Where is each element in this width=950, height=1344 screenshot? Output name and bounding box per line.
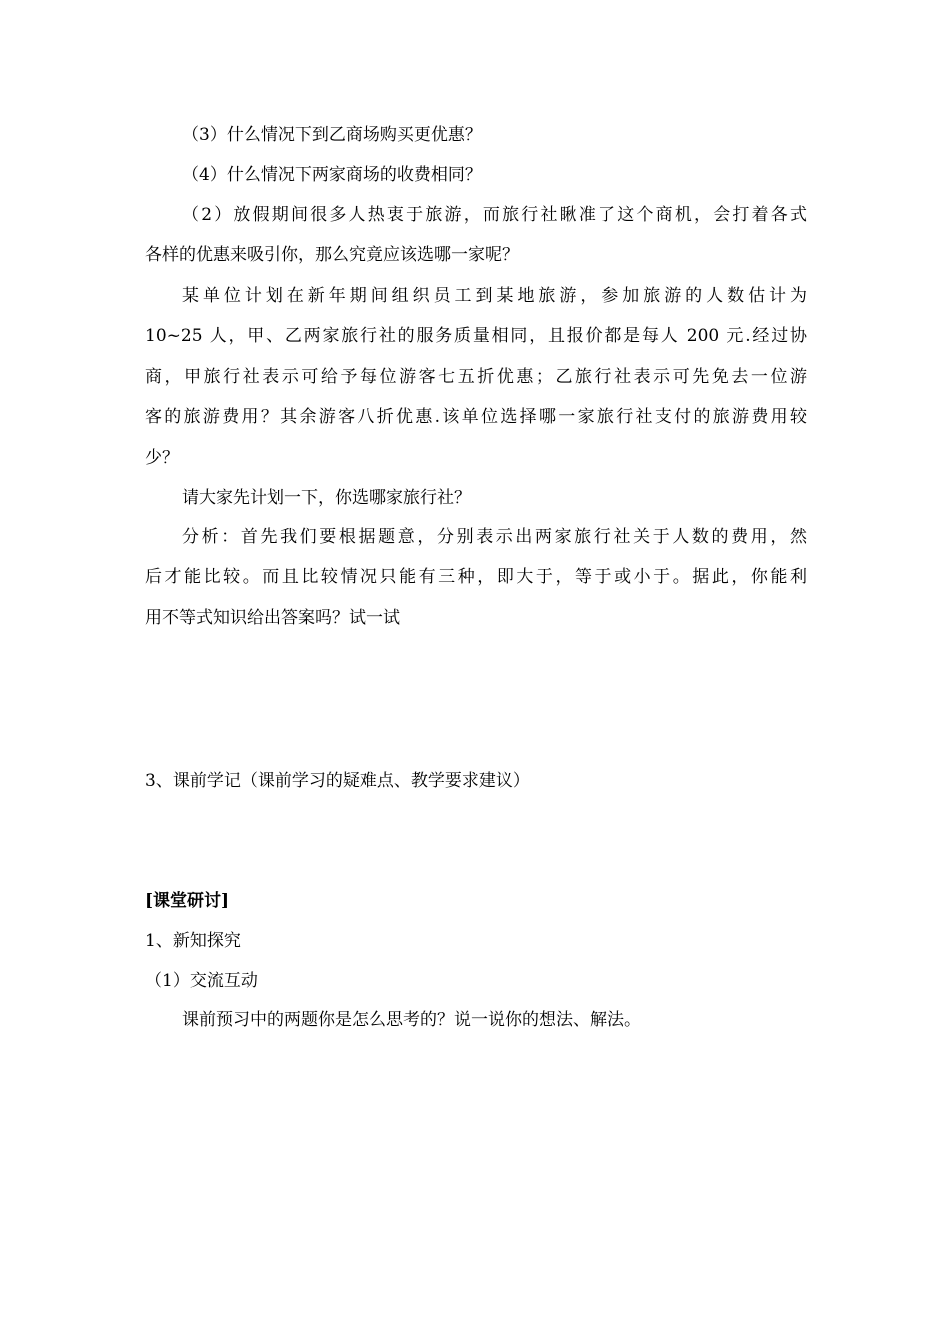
exchange-heading: （1）交流互动 — [145, 971, 258, 991]
question-4: （4）什么情况下两家商场的收费相同？ — [182, 165, 482, 185]
analysis-line-1: 分析：首先我们要根据题意，分别表示出两家旅行社关于人数的费用，然 — [182, 527, 807, 547]
problem-line-5: 少？ — [145, 448, 179, 468]
problem-line-1: 某单位计划在新年期间组织员工到某地旅游，参加旅游的人数估计为 — [182, 286, 807, 306]
analysis-line-3: 用不等式知识给出答案吗？试一试 — [145, 608, 400, 628]
paragraph-2-line-1: （2）放假期间很多人热衷于旅游，而旅行社瞅准了这个商机，会打着各式 — [182, 205, 807, 225]
plan-prompt: 请大家先计划一下，你选哪家旅行社？ — [182, 488, 471, 508]
new-knowledge-heading: 1、新知探究 — [145, 931, 241, 951]
section-3-heading: 3、课前学记（课前学习的疑难点、教学要求建议） — [145, 771, 530, 791]
problem-line-4: 客的旅游费用？其余游客八折优惠.该单位选择哪一家旅行社支付的旅游费用较 — [145, 407, 807, 427]
analysis-line-2: 后才能比较。而且比较情况只能有三种，即大于，等于或小于。据此，你能利 — [145, 567, 807, 587]
paragraph-2-line-2: 各样的优惠来吸引你，那么究竟应该选哪一家呢？ — [145, 245, 519, 265]
question-3: （3）什么情况下到乙商场购买更优惠？ — [182, 125, 482, 145]
exchange-prompt: 课前预习中的两题你是怎么思考的？说一说你的想法、解法。 — [182, 1010, 641, 1030]
classroom-heading: [课堂研讨] — [145, 891, 230, 911]
problem-line-3: 商，甲旅行社表示可给予每位游客七五折优惠；乙旅行社表示可先免去一位游 — [145, 367, 807, 387]
problem-line-2: 10~25 人，甲、乙两家旅行社的服务质量相同，且报价都是每人 200 元.经过协 — [145, 326, 807, 346]
